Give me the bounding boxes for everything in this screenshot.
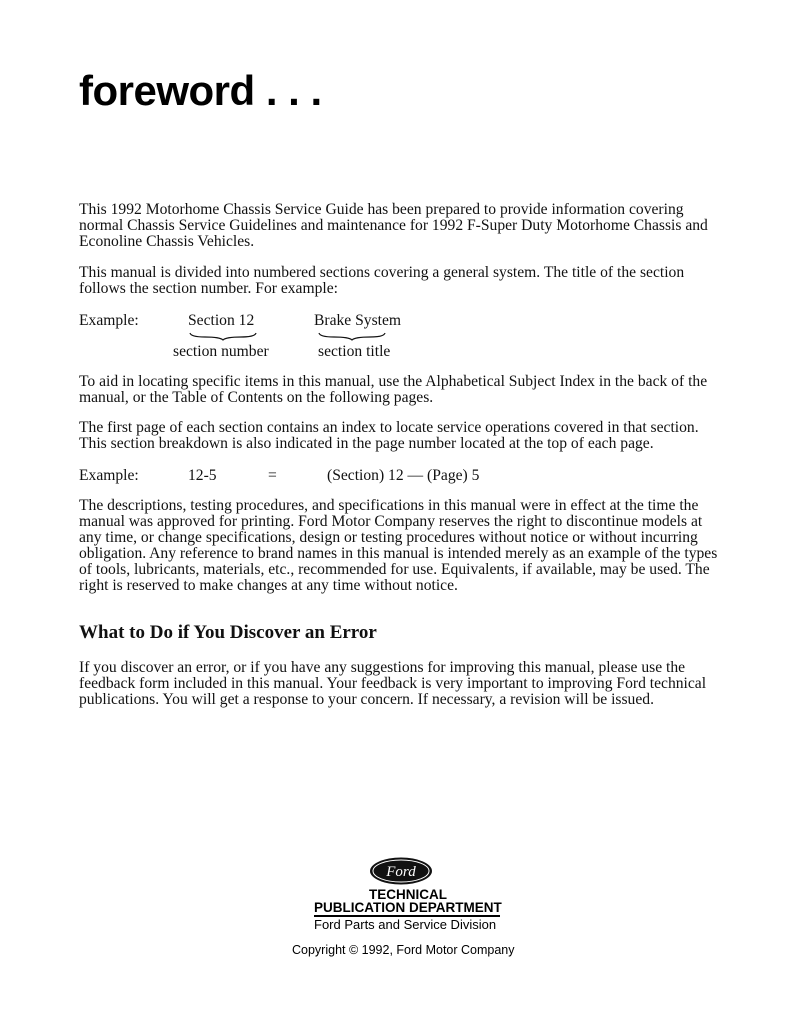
ford-oval-logo	[368, 856, 434, 886]
system-brace-icon	[317, 331, 387, 341]
system-caption: section title	[318, 343, 391, 360]
section-brace-icon	[188, 331, 258, 341]
example2-label: Example:	[79, 467, 139, 484]
example2-page-number: 12-5	[188, 467, 217, 484]
error-heading: What to Do if You Discover an Error	[79, 622, 377, 643]
example2-explanation: (Section) 12 — (Page) 5	[327, 467, 480, 484]
example-section: Section 12	[188, 312, 255, 329]
example-label: Example:	[79, 312, 139, 329]
sections-paragraph: This manual is divided into numbered sections covering a general system. The title of the section follows the section number. For example:	[79, 264, 685, 297]
disclaimer-paragraph: The descriptions, testing procedures, and specifications in this manual were in effect at the time the manual was approved for printing. Ford Motor Company reserves the right to discontinue models at any time, or change specifications, design or testing procedures without notice or without incurring obligation. Any reference to brand names in this manual is intended merely as an example of the types of tools, lubricants, materials, etc., recommended for use. Equivalents, if available, may be used. The right is reserved to make changes at any time without notice.	[79, 497, 718, 594]
section-caption: section number	[173, 343, 269, 360]
footer-line3: Ford Parts and Service Division	[314, 917, 497, 932]
error-paragraph: If you discover an error, or if you have any suggestions for improving this manual, please use the feedback form included in this manual. Your feedback is very important to improving Ford technical publications. You will get a response to your concern. If necessary, a revision will be issued.	[79, 659, 707, 708]
footer-line2: PUBLICATION DEPARTMENT	[314, 900, 502, 915]
index-paragraph: The first page of each section contains an index to locate service operations covered in that section. This section breakdown is also indicated in the page number located at the top of each page.	[79, 419, 699, 452]
intro-paragraph: This 1992 Motorhome Chassis Service Guide has been prepared to provide information covering normal Chassis Service Guidelines and maintenance for 1992 F-Super Duty Motorhome Chassis and Econoline Chassis Vehicles.	[79, 201, 708, 250]
example-system: Brake System	[314, 312, 402, 329]
page-title: foreword . . .	[79, 67, 322, 114]
locate-paragraph: To aid in locating specific items in this manual, use the Alphabetical Subject Index in the back of the manual, or the Table of Contents on the following pages.	[79, 373, 708, 406]
footer-copyright: Copyright © 1992, Ford Motor Company	[292, 943, 515, 957]
footer-line1: TECHNICAL	[369, 887, 447, 902]
example2-equals: =	[268, 467, 277, 484]
ford-logo-text: Ford	[386, 864, 416, 880]
